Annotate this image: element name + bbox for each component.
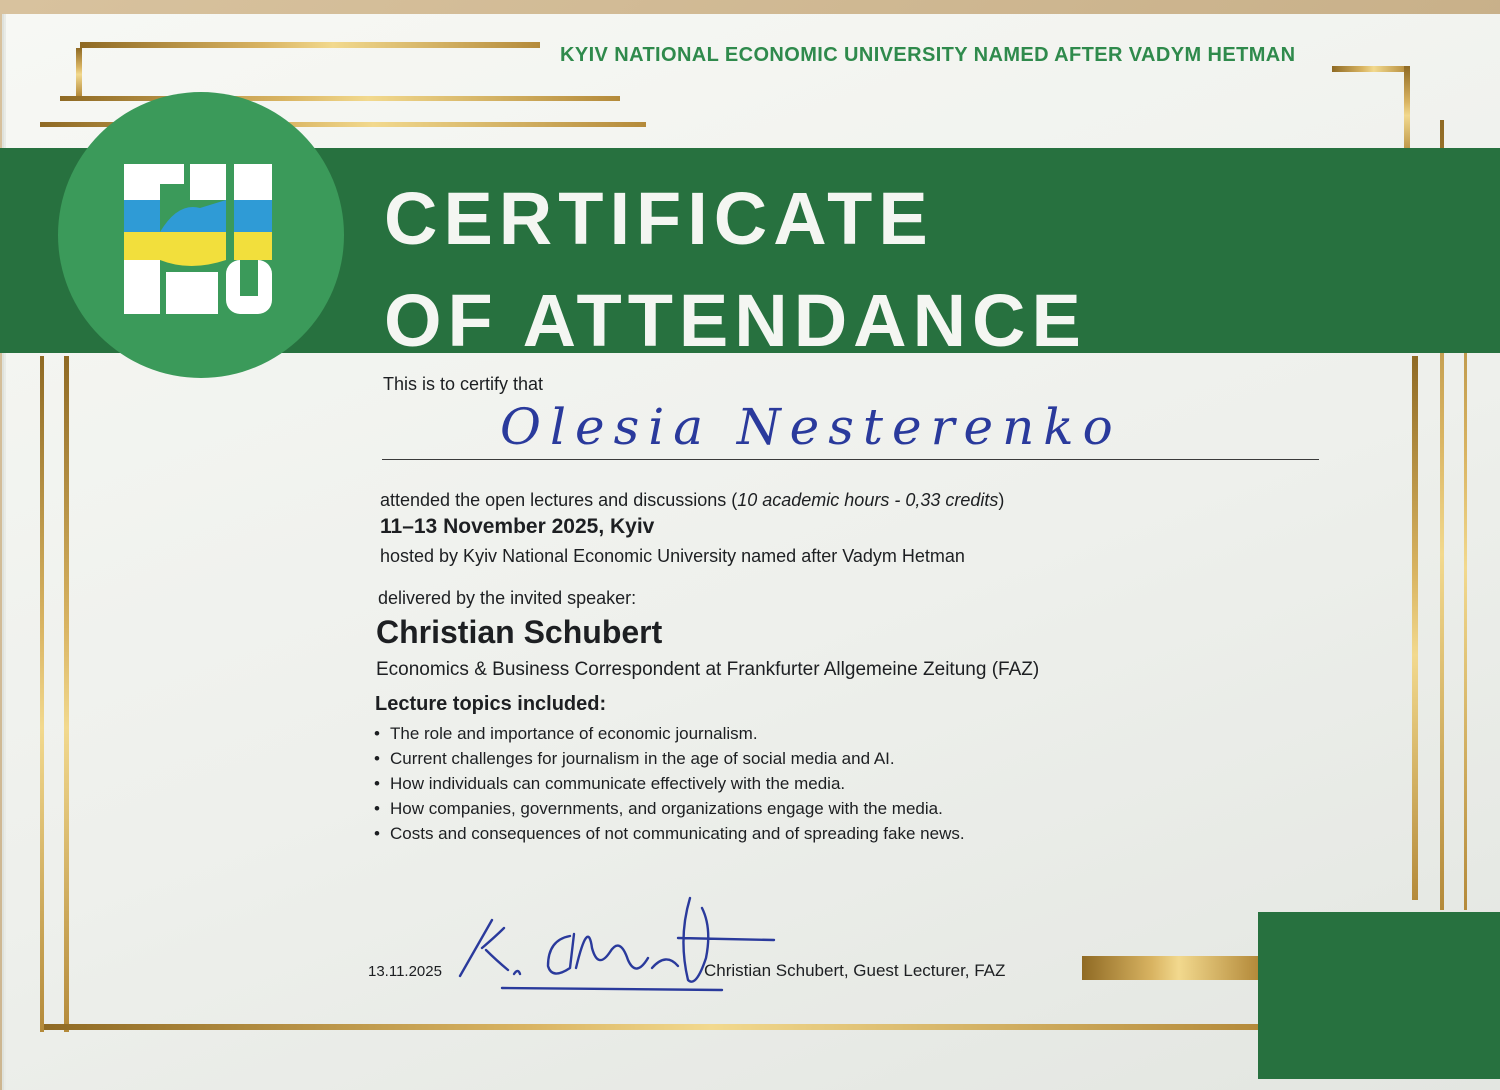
topic-item <box>374 721 965 746</box>
bullet-icon: • <box>374 724 380 743</box>
topics-heading: Lecture topics included: <box>375 693 607 715</box>
gold-line-bottom-2 <box>1082 956 1258 980</box>
gold-line-right-2 <box>1412 356 1418 900</box>
signature-date: 13.11.2025 <box>368 963 442 980</box>
name-underline <box>382 459 1319 460</box>
gold-line-right-1 <box>1404 66 1410 156</box>
credits-text: 10 academic hours - 0,33 credits <box>737 490 999 510</box>
certificate-title <box>384 168 1087 372</box>
bullet-icon: • <box>374 749 380 768</box>
gold-line-left-2 <box>64 356 69 1032</box>
corner-green-block <box>1258 912 1500 1079</box>
hosted-text: hosted by Kyiv National Economic University named after Vadym Hetman <box>380 546 965 566</box>
topic-item <box>374 821 965 846</box>
certify-text: This is to certify that <box>383 374 544 394</box>
handwritten-signature-icon <box>452 888 782 998</box>
gold-line-left-3 <box>40 356 44 1032</box>
topic-item <box>374 746 965 771</box>
recipient-name: Olesia Nesterenko <box>500 398 1122 456</box>
topic-item <box>374 796 965 821</box>
topic-item <box>374 771 965 796</box>
event-dates: 11–13 November 2025, Kyiv <box>380 515 655 538</box>
topics-list <box>374 721 965 846</box>
bullet-icon: • <box>374 774 380 793</box>
gold-line-top-4 <box>1332 66 1408 72</box>
delivered-text: delivered by the invited speaker: <box>378 588 637 608</box>
gold-line-left-1 <box>76 48 82 96</box>
topic-text: How companies, governments, and organizations engage with the media. <box>390 799 943 818</box>
topic-text: How individuals can communicate effectively with the media. <box>390 774 846 793</box>
university-name: KYIV NATIONAL ECONOMIC UNIVERSITY NAMED AFTER VADYM HETMAN <box>560 44 1296 66</box>
speaker-name: Christian Schubert <box>376 614 663 650</box>
bullet-icon: • <box>374 799 380 818</box>
gold-line-top-1 <box>80 42 540 48</box>
title-line-1: CERTIFICATE <box>384 177 934 260</box>
topic-text: Costs and consequences of not communicating and of spreading fake news. <box>390 824 965 843</box>
bullet-icon: • <box>374 824 380 843</box>
gold-line-top-2 <box>60 96 620 101</box>
topic-text: Current challenges for journalism in the age of social media and AI. <box>390 749 895 768</box>
title-line-2: OF ATTENDANCE <box>384 279 1087 362</box>
topic-text: The role and importance of economic journalism. <box>390 724 758 743</box>
attended-close: ) <box>998 490 1005 510</box>
speaker-role: Economics & Business Correspondent at Frankfurter Allgemeine Zeitung (FAZ) <box>376 659 1040 680</box>
kneu-logo-icon <box>118 160 278 320</box>
signature-caption: Christian Schubert, Guest Lecturer, FAZ <box>704 961 1006 980</box>
attended-lead: attended the open lectures and discussions ( <box>380 490 738 510</box>
attended-text <box>380 490 1004 511</box>
gold-line-bottom-1 <box>44 1024 1258 1030</box>
